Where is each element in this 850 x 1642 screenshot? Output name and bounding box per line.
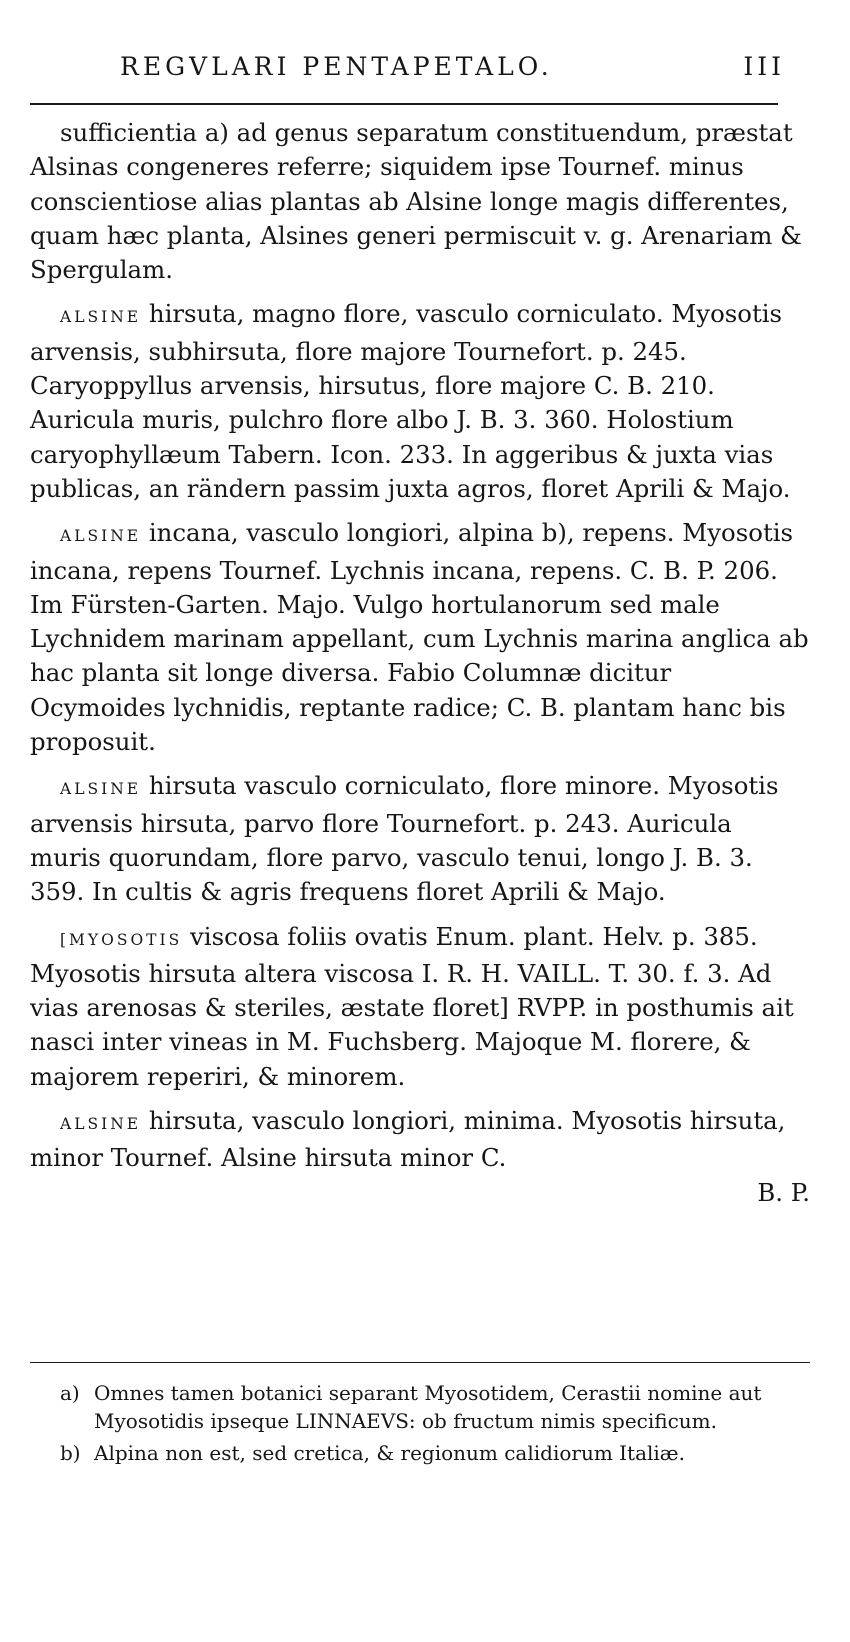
paragraph (30, 769, 810, 909)
page-number: III (743, 52, 785, 81)
entry-lead-word: [MYOSOTIS (60, 930, 183, 949)
paragraph (30, 920, 810, 1094)
entry-lead-word: ALSINE (60, 780, 142, 799)
footnote-text: Omnes tamen botanici separant Myosotidem, Cerastii nomine aut Myosotidis ipseque LINNAEVS: ob fructum nimis specificum. (94, 1381, 762, 1433)
paragraph (30, 516, 810, 759)
paragraph (30, 116, 810, 287)
footnote-rule (30, 1362, 810, 1363)
body-text (30, 116, 810, 1210)
paragraph-text: viscosa foliis ovatis Enum. plant. Helv. p. 385. Myosotis hirsuta altera viscosa I. R. H. VAILL. T. 30. f. 3. Ad vias arenosas & steriles, æstate floret] RVPP. in posthumis ait nasci inter vineas in M. Fuchsberg. Majoque M. florere, & majorem reperiri, & minorem. (30, 921, 794, 1091)
entry-lead-word: ALSINE (60, 1115, 142, 1134)
paragraph-text: sufficientia a) ad genus separatum constituendum, præstat Alsinas congeneres referre; siquidem ipse Tournef. minus conscientiose alias plantas ab Alsine longe magis differentes, quam hæc planta, Alsines generi permiscuit v. g. Arenariam & Spergulam. (30, 118, 802, 285)
footnote-mark: b) (60, 1441, 81, 1465)
citation-end: B. P. (757, 1177, 810, 1207)
paragraph-text: incana, vasculo longiori, alpina b), repens. Myosotis incana, repens Tournef. Lychnis incana, repens. C. B. P. 206. Im Fürsten-Garten. Majo. Vulgo hortulanorum sed male Lychnidem marinam appellant, cum Lychnis marina anglica ab hac planta sit longe diversa. Fabio Columnæ dicitur Ocymoides lychnidis, reptante radice; C. B. plantam hanc bis proposuit. (30, 518, 809, 757)
entry-lead-word: ALSINE (60, 527, 142, 546)
running-title: REGVLARI PENTAPETALO. (120, 52, 553, 81)
footnote-mark: a) (60, 1381, 80, 1405)
paragraph (30, 1104, 810, 1176)
paragraph-text: hirsuta, vasculo longiori, minima. Myosotis hirsuta, minor Tournef. Alsine hirsuta minor C. (30, 1106, 786, 1173)
footnote-text: Alpina non est, sed cretica, & regionum calidiorum Italiæ. (94, 1441, 685, 1465)
paragraph-text: hirsuta vasculo corniculato, flore minore. Myosotis arvensis hirsuta, parvo flore Tournefort. p. 243. Auricula muris quorundam, flore parvo, vasculo tenui, longo J. B. 3. 359. In cultis & agris frequens floret Aprili & Majo. (30, 771, 779, 907)
entry-lead-word: ALSINE (60, 308, 142, 327)
footnotes (60, 1375, 815, 1467)
footnote (60, 1439, 815, 1467)
header-rule (30, 103, 778, 105)
footnote (60, 1379, 815, 1435)
paragraph-text: hirsuta, magno flore, vasculo corniculato. Myosotis arvensis, subhirsuta, flore majore Tournefort. p. 245. Caryoppyllus arvensis, hirsutus, flore majore C. B. 210. Auricula muris, pulchro flore albo J. B. 3. 360. Holostium caryophyllæum Tabern. Icon. 233. In aggeribus & juxta vias publicas, an rändern passim juxta agros, floret Aprili & Majo. (30, 299, 791, 503)
paragraph (30, 297, 810, 506)
page-header (120, 52, 785, 92)
